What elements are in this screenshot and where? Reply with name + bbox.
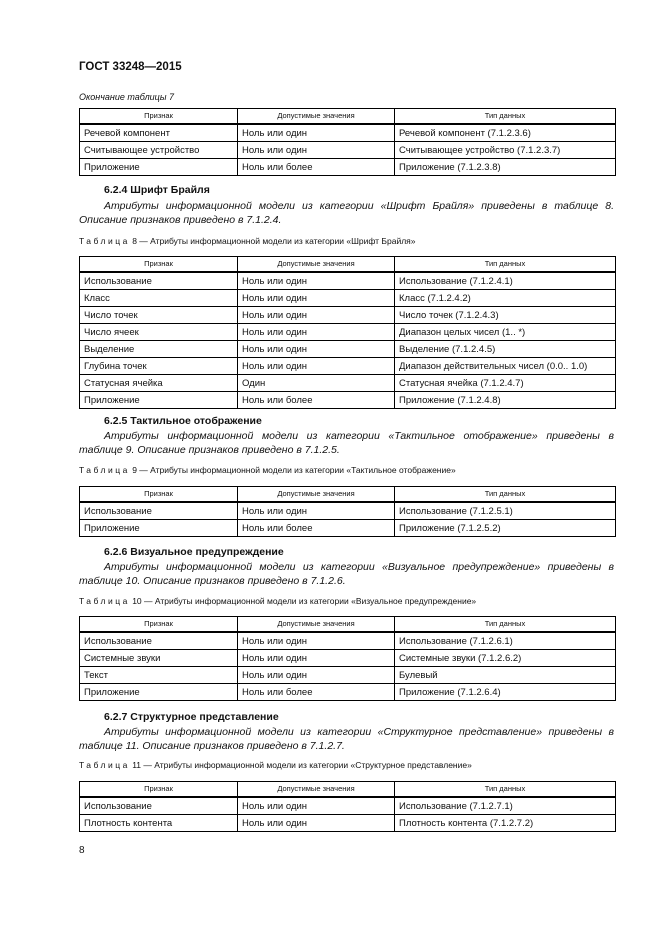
table-cell: Ноль или один [238, 650, 395, 667]
table-cell: Приложение [80, 159, 238, 176]
table-9 [79, 486, 616, 537]
section-paragraph-6-2-5: Атрибуты информационной модели из категории «Тактильное отображение» приведены в таблице 9. Описание признаков приведено в 7.1.2.5. [79, 430, 614, 456]
table-label: Таблица [79, 236, 130, 246]
column-header: Признак [80, 109, 238, 125]
column-header: Тип данных [395, 487, 616, 503]
table-cell: Речевой компонент (7.1.2.3.6) [395, 124, 616, 142]
table-cell: Ноль или один [238, 797, 395, 815]
table-row [80, 159, 616, 176]
table-row [80, 632, 616, 650]
table-cell: Глубина точек [80, 358, 238, 375]
table-label: Таблица [79, 465, 130, 475]
table-cell: Приложение (7.1.2.5.2) [395, 520, 616, 537]
column-header: Признак [80, 617, 238, 633]
section-title-6-2-4: 6.2.4 Шрифт Брайля [104, 184, 210, 196]
column-header: Допустимые значения [238, 109, 395, 125]
table-cell: Системные звуки (7.1.2.6.2) [395, 650, 616, 667]
table-row [80, 520, 616, 537]
table-header-row [80, 487, 616, 503]
table-cell: Системные звуки [80, 650, 238, 667]
table-cell: Ноль или более [238, 684, 395, 701]
table-row [80, 324, 616, 341]
table-cell: Приложение (7.1.2.3.8) [395, 159, 616, 176]
table-cell: Считывающее устройство [80, 142, 238, 159]
table-cell: Статусная ячейка [80, 375, 238, 392]
table-cell: Ноль или один [238, 341, 395, 358]
table-11 [79, 781, 616, 832]
table-cell: Приложение (7.1.2.6.4) [395, 684, 616, 701]
table-cell: Булевый [395, 667, 616, 684]
column-header: Признак [80, 487, 238, 503]
table-cell: Число точек (7.1.2.4.3) [395, 307, 616, 324]
table-cell: Речевой компонент [80, 124, 238, 142]
table-cell: Приложение [80, 520, 238, 537]
table-cell: Использование [80, 502, 238, 520]
table-cell: Диапазон целых чисел (1.. *) [395, 324, 616, 341]
table-cell: Ноль или один [238, 502, 395, 520]
column-header: Тип данных [395, 782, 616, 798]
table-cell: Плотность контента (7.1.2.7.2) [395, 815, 616, 832]
table-header-row [80, 617, 616, 633]
table-cell: Ноль или один [238, 124, 395, 142]
table-cell: Приложение [80, 684, 238, 701]
table-cell: Приложение (7.1.2.4.8) [395, 392, 616, 409]
table-cell: Один [238, 375, 395, 392]
table-label: Таблица [79, 596, 130, 606]
table-cell: Ноль или один [238, 142, 395, 159]
table-cell: Ноль или более [238, 159, 395, 176]
table-cell: Ноль или один [238, 290, 395, 307]
table-row [80, 815, 616, 832]
table-caption-text: 10 — Атрибуты информационной модели из категории «Визуальное предупреждение» [129, 596, 477, 606]
table-cell: Использование [80, 272, 238, 290]
table-row [80, 684, 616, 701]
column-header: Тип данных [395, 617, 616, 633]
column-header: Допустимые значения [238, 617, 395, 633]
table-8 [79, 256, 616, 409]
table-row [80, 307, 616, 324]
document-code: ГОСТ 33248—2015 [79, 61, 182, 73]
table-row [80, 375, 616, 392]
section-title-6-2-6: 6.2.6 Визуальное предупреждение [104, 546, 284, 558]
table-row [80, 797, 616, 815]
table-caption-11 [79, 760, 472, 770]
table-cell: Текст [80, 667, 238, 684]
column-header: Признак [80, 257, 238, 273]
table-cell: Использование (7.1.2.4.1) [395, 272, 616, 290]
table-caption-10 [79, 596, 476, 606]
table-row [80, 650, 616, 667]
table-header-row [80, 109, 616, 125]
table-cell: Ноль или один [238, 632, 395, 650]
table-cell: Диапазон действительных чисел (0.0.. 1.0) [395, 358, 616, 375]
table-cell: Ноль или более [238, 520, 395, 537]
table-cell: Статусная ячейка (7.1.2.4.7) [395, 375, 616, 392]
section-title-6-2-7: 6.2.7 Структурное представление [104, 711, 279, 723]
table-caption-text: 11 — Атрибуты информационной модели из категории «Структурное представление» [129, 760, 472, 770]
table-cell: Класс [80, 290, 238, 307]
table-caption-8 [79, 236, 416, 246]
table-row [80, 667, 616, 684]
page-number: 8 [79, 845, 85, 856]
table-cell: Приложение [80, 392, 238, 409]
table-cell: Класс (7.1.2.4.2) [395, 290, 616, 307]
column-header: Тип данных [395, 257, 616, 273]
table-row [80, 272, 616, 290]
table-row [80, 392, 616, 409]
section-paragraph-6-2-7: Атрибуты информационной модели из категории «Структурное представление» приведены в таблице 11. Описание признаков приведено в 7.1.2.7. [79, 726, 614, 752]
table-row [80, 358, 616, 375]
table-cell: Ноль или один [238, 272, 395, 290]
table-cell: Ноль или один [238, 815, 395, 832]
column-header: Тип данных [395, 109, 616, 125]
column-header: Допустимые значения [238, 782, 395, 798]
table-label: Таблица [79, 760, 130, 770]
section-title-6-2-5: 6.2.5 Тактильное отображение [104, 415, 262, 427]
table-continuation-caption: Окончание таблицы 7 [79, 92, 174, 102]
table-cell: Число точек [80, 307, 238, 324]
table-cell: Число ячеек [80, 324, 238, 341]
section-paragraph-6-2-4: Атрибуты информационной модели из категории «Шрифт Брайля» приведены в таблице 8. Описание признаков приведено в 7.1.2.4. [79, 200, 614, 226]
column-header: Признак [80, 782, 238, 798]
table-header-row [80, 782, 616, 798]
table-cell: Ноль или более [238, 392, 395, 409]
table-row [80, 341, 616, 358]
column-header: Допустимые значения [238, 487, 395, 503]
table-caption-text: 9 — Атрибуты информационной модели из категории «Тактильное отображение» [129, 465, 456, 475]
table-cell: Использование (7.1.2.5.1) [395, 502, 616, 520]
table-cell: Использование [80, 797, 238, 815]
table-row [80, 290, 616, 307]
table-row [80, 142, 616, 159]
table-cell: Плотность контента [80, 815, 238, 832]
table-cell: Считывающее устройство (7.1.2.3.7) [395, 142, 616, 159]
table-row [80, 502, 616, 520]
table-header-row [80, 257, 616, 273]
table-cell: Ноль или один [238, 667, 395, 684]
table-cell: Ноль или один [238, 324, 395, 341]
section-paragraph-6-2-6: Атрибуты информационной модели из категории «Визуальное предупреждение» приведены в таблице 10. Описание признаков приведено в 7.1.2.6. [79, 561, 614, 587]
table-cell: Ноль или один [238, 307, 395, 324]
table-cell: Использование (7.1.2.6.1) [395, 632, 616, 650]
table-10 [79, 616, 616, 701]
table-cell: Использование [80, 632, 238, 650]
table-caption-9 [79, 465, 456, 475]
table-caption-text: 8 — Атрибуты информационной модели из категории «Шрифт Брайля» [129, 236, 416, 246]
table-cell: Выделение [80, 341, 238, 358]
table-row [80, 124, 616, 142]
column-header: Допустимые значения [238, 257, 395, 273]
table-cell: Использование (7.1.2.7.1) [395, 797, 616, 815]
table-cell: Ноль или один [238, 358, 395, 375]
table-cell: Выделение (7.1.2.4.5) [395, 341, 616, 358]
table-7 [79, 108, 616, 176]
